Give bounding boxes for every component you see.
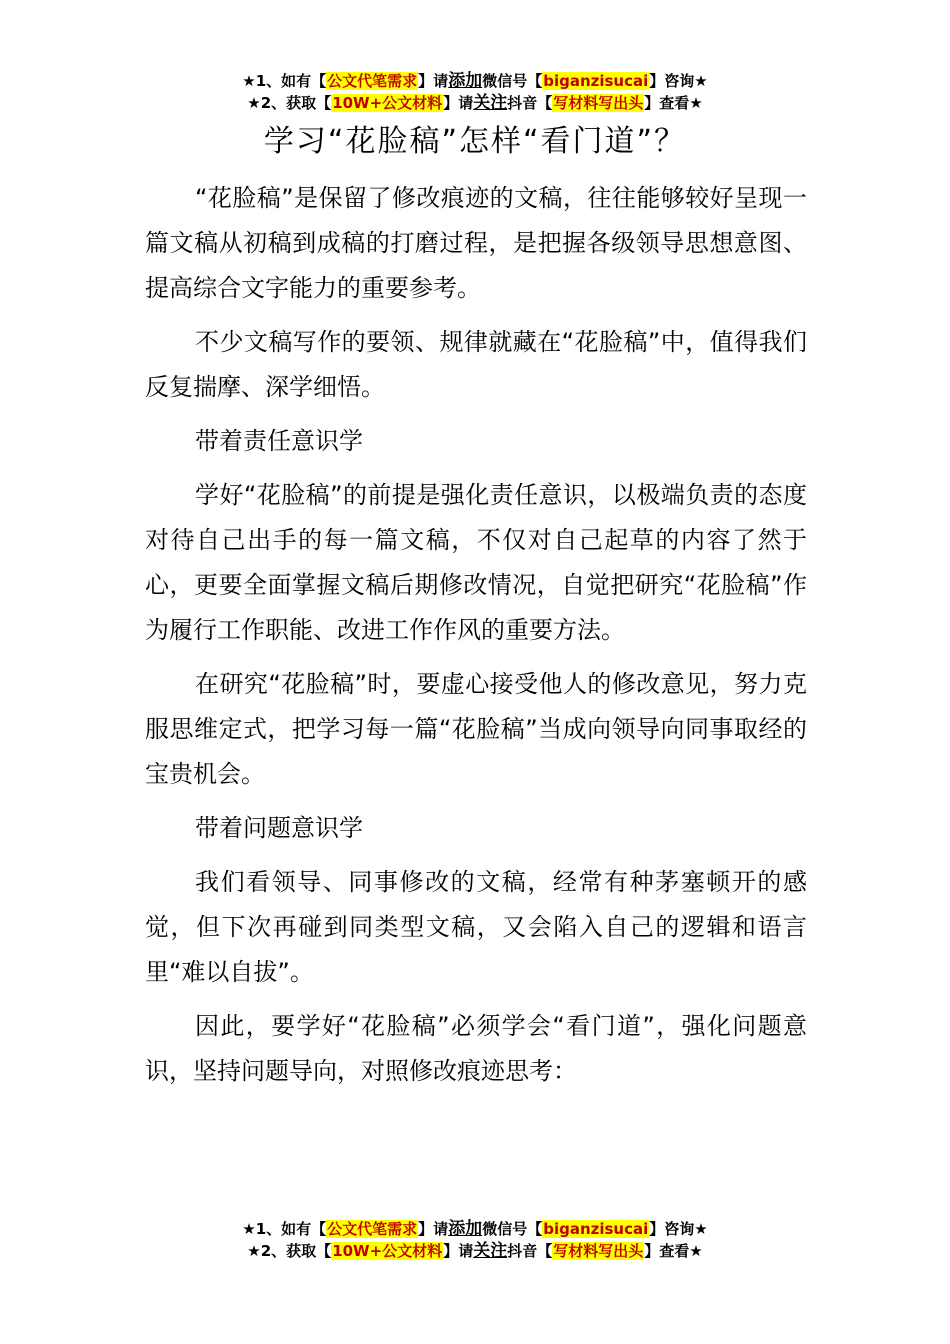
banner-text: 】请 xyxy=(418,1220,449,1238)
underlined-text: 关注 xyxy=(473,1241,508,1261)
banner-line-1 xyxy=(0,70,950,92)
banner-text: 微信号【 xyxy=(482,1220,543,1238)
paragraph: 因此，要学好“花脸稿”必须学会“看门道”，强化问题意识，坚持问题导向，对照修改痕迹思考： xyxy=(145,1012,807,1085)
section-heading: 带着责任意识学 xyxy=(195,427,363,455)
highlight-service: 公文代笔需求 xyxy=(327,1220,418,1238)
highlight-materials: 10W+公文材料 xyxy=(332,1242,443,1260)
banner-text: ★2、获取【 xyxy=(247,94,332,112)
highlight-douyin: 写材料写出头 xyxy=(553,1242,644,1260)
paragraph: 在研究“花脸稿”时，要虚心接受他人的修改意见，努力克服思维定式，把学习每一篇“花脸稿”当成向领导向同事取经的宝贵机会。 xyxy=(145,670,807,788)
banner-text: 抖音【 xyxy=(507,94,553,112)
highlight-service: 公文代笔需求 xyxy=(327,72,418,90)
highlight-douyin: 写材料写出头 xyxy=(553,94,644,112)
highlight-wechat-id: biganzisucai xyxy=(543,1220,649,1238)
banner-line-1 xyxy=(0,1218,950,1240)
banner-text: 】查看★ xyxy=(644,1242,703,1260)
underlined-text: 添加 xyxy=(448,71,483,91)
article-body xyxy=(145,176,807,1103)
banner-text: ★1、如有【 xyxy=(242,1220,327,1238)
banner-line-2 xyxy=(0,1240,950,1262)
section-heading: 带着问题意识学 xyxy=(195,814,363,842)
underlined-text: 关注 xyxy=(473,93,508,113)
highlight-wechat-id: biganzisucai xyxy=(543,72,649,90)
paragraph: “花脸稿”是保留了修改痕迹的文稿，往往能够较好呈现一篇文稿从初稿到成稿的打磨过程，是把握各级领导思想意图、提高综合文字能力的重要参考。 xyxy=(145,184,807,302)
banner-text: 微信号【 xyxy=(482,72,543,90)
page-title: 学习“花脸稿”怎样“看门道”？ xyxy=(263,124,687,159)
banner-text: 】咨询★ xyxy=(649,1220,708,1238)
header-banner xyxy=(0,70,950,114)
footer-banner xyxy=(0,1218,950,1262)
banner-text: 】请 xyxy=(443,1242,474,1260)
paragraph: 我们看领导、同事修改的文稿，经常有种茅塞顿开的感觉，但下次再碰到同类型文稿，又会陷入自己的逻辑和语言里“难以自拔”。 xyxy=(145,868,807,986)
banner-text: 】咨询★ xyxy=(649,72,708,90)
highlight-materials: 10W+公文材料 xyxy=(332,94,443,112)
banner-line-2 xyxy=(0,92,950,114)
banner-text: 抖音【 xyxy=(507,1242,553,1260)
banner-text: ★1、如有【 xyxy=(242,72,327,90)
banner-text: 】查看★ xyxy=(644,94,703,112)
paragraph: 学好“花脸稿”的前提是强化责任意识，以极端负责的态度对待自己出手的每一篇文稿，不仅对自己起草的内容了然于心，更要全面掌握文稿后期修改情况，自觉把研究“花脸稿”作为履行工作职能、改进工作作风的重要方法。 xyxy=(145,481,807,644)
paragraph: 不少文稿写作的要领、规律就藏在“花脸稿”中，值得我们反复揣摩、深学细悟。 xyxy=(145,328,807,401)
underlined-text: 添加 xyxy=(448,1219,483,1239)
banner-text: 】请 xyxy=(443,94,474,112)
banner-text: 】请 xyxy=(418,72,449,90)
banner-text: ★2、获取【 xyxy=(247,1242,332,1260)
